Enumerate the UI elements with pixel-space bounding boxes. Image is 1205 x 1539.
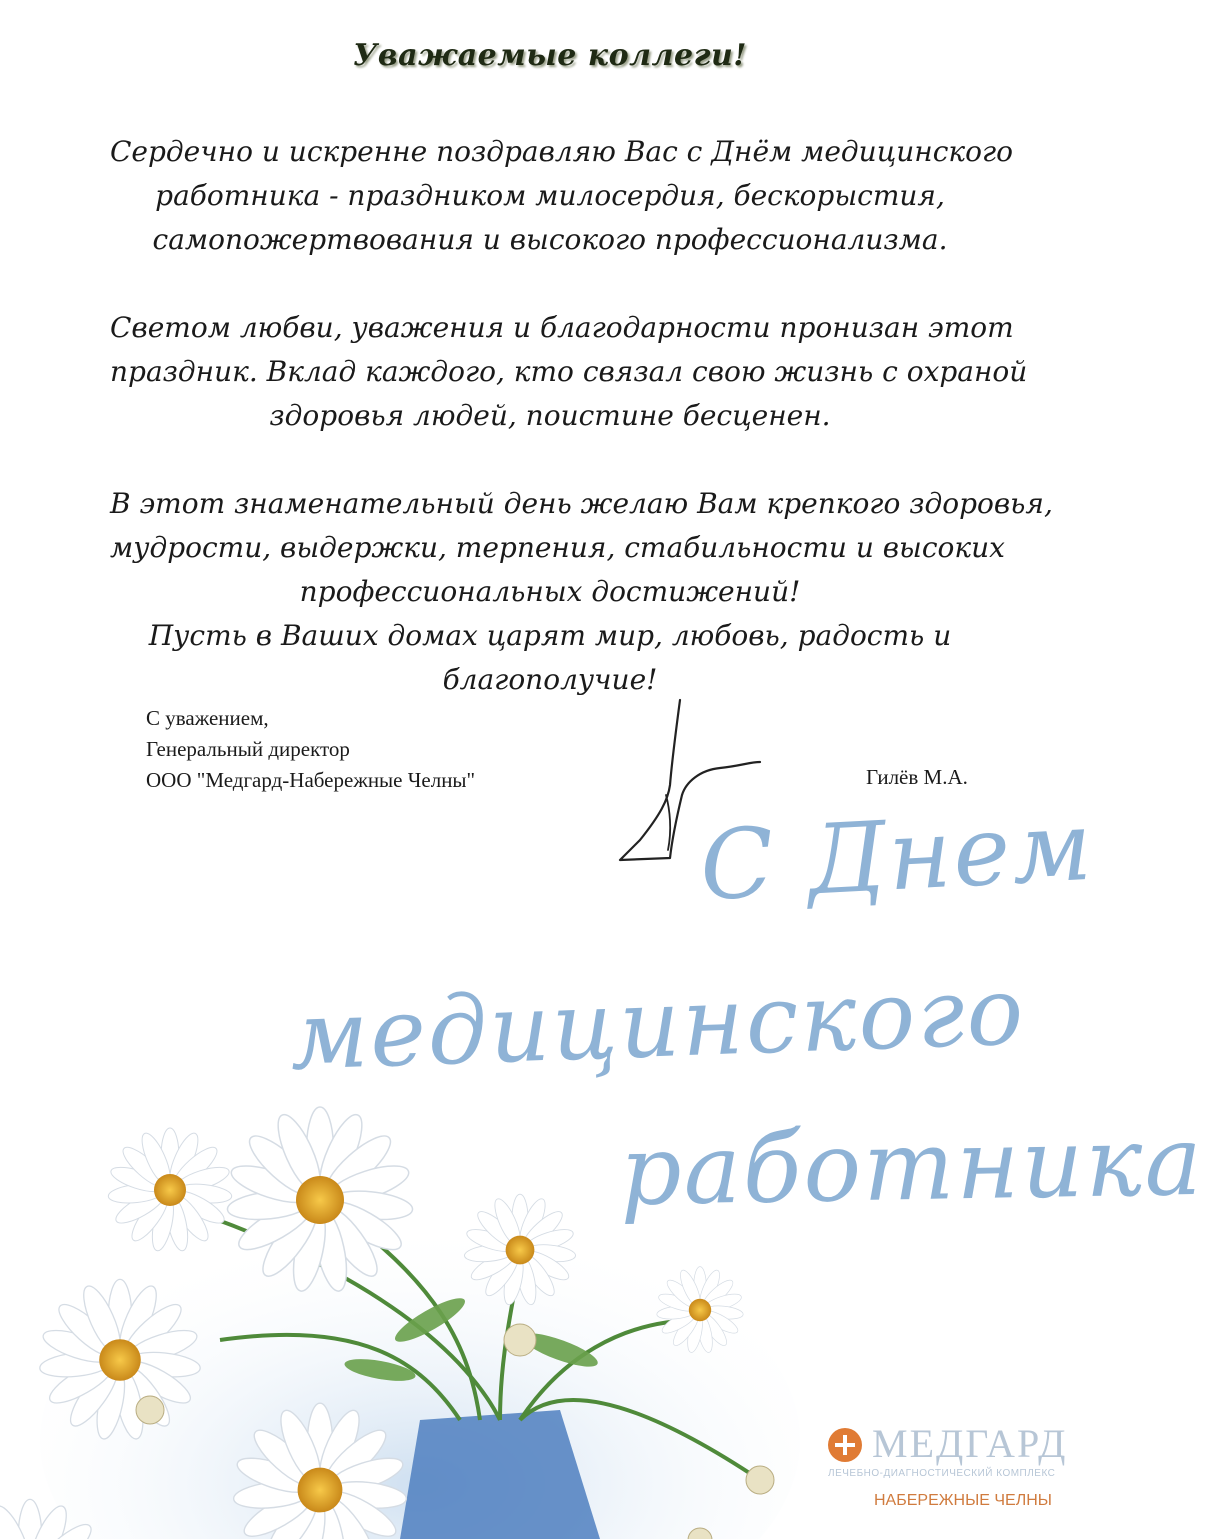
paragraph-line: праздник. Вклад каждого, кто связал свою жизнь с охраной: [110, 355, 1028, 388]
paragraph-line: мудрости, выдержки, терпения, стабильности и высоких: [110, 531, 1005, 564]
medgard-logo: [828, 1420, 1088, 1520]
medical-cross-icon: [828, 1428, 862, 1462]
signer-name: Гилёв М.А.: [866, 765, 968, 789]
letter-heading: Уважаемые коллеги!: [353, 38, 747, 73]
paragraph-line: Пусть в Ваших домах царят мир, любовь, радость и: [148, 619, 952, 652]
logo-name: МЕДГАРД: [872, 1421, 1068, 1466]
paragraph-line: здоровья людей, поистине бесценен.: [269, 399, 831, 432]
paragraph-wishes: [110, 482, 1053, 702]
greeting-line-2: медицинского: [288, 957, 1027, 1092]
daisy-bouquet-icon: [0, 1020, 900, 1539]
logo-city: НАБЕРЕЖНЫЕ ЧЕЛНЫ: [874, 1492, 1052, 1509]
paragraph-line: работника - праздником милосердия, бескорыстия,: [155, 179, 945, 212]
signature-block: [146, 703, 475, 796]
paragraph-line: В этот знаменательный день желаю Вам крепкого здоровья,: [110, 487, 1053, 520]
greeting-line-3: работника: [619, 1104, 1205, 1228]
closing-line: С уважением,: [146, 706, 269, 730]
paragraph-line: профессиональных достижений!: [299, 575, 801, 608]
paragraph-line: благополучие!: [442, 663, 658, 696]
paragraph-congratulation: [110, 130, 1013, 262]
logo-subtitle: ЛЕЧЕБНО-ДИАГНОСТИЧЕСКИЙ КОМПЛЕКС: [828, 1468, 1056, 1479]
company-name: ООО "Медгард-Набережные Челны": [146, 768, 476, 792]
signer-title: Генеральный директор: [146, 737, 350, 761]
paragraph-line: Светом любви, уважения и благодарности пронизан этот: [110, 311, 1014, 344]
paragraph-gratitude: [110, 306, 1028, 438]
paragraph-line: Сердечно и искренне поздравляю Вас с Днём медицинского: [110, 135, 1013, 168]
greeting-line-1: С Днем: [697, 789, 1097, 923]
paragraph-line: самопожертвования и высокого профессионализма.: [152, 223, 948, 256]
